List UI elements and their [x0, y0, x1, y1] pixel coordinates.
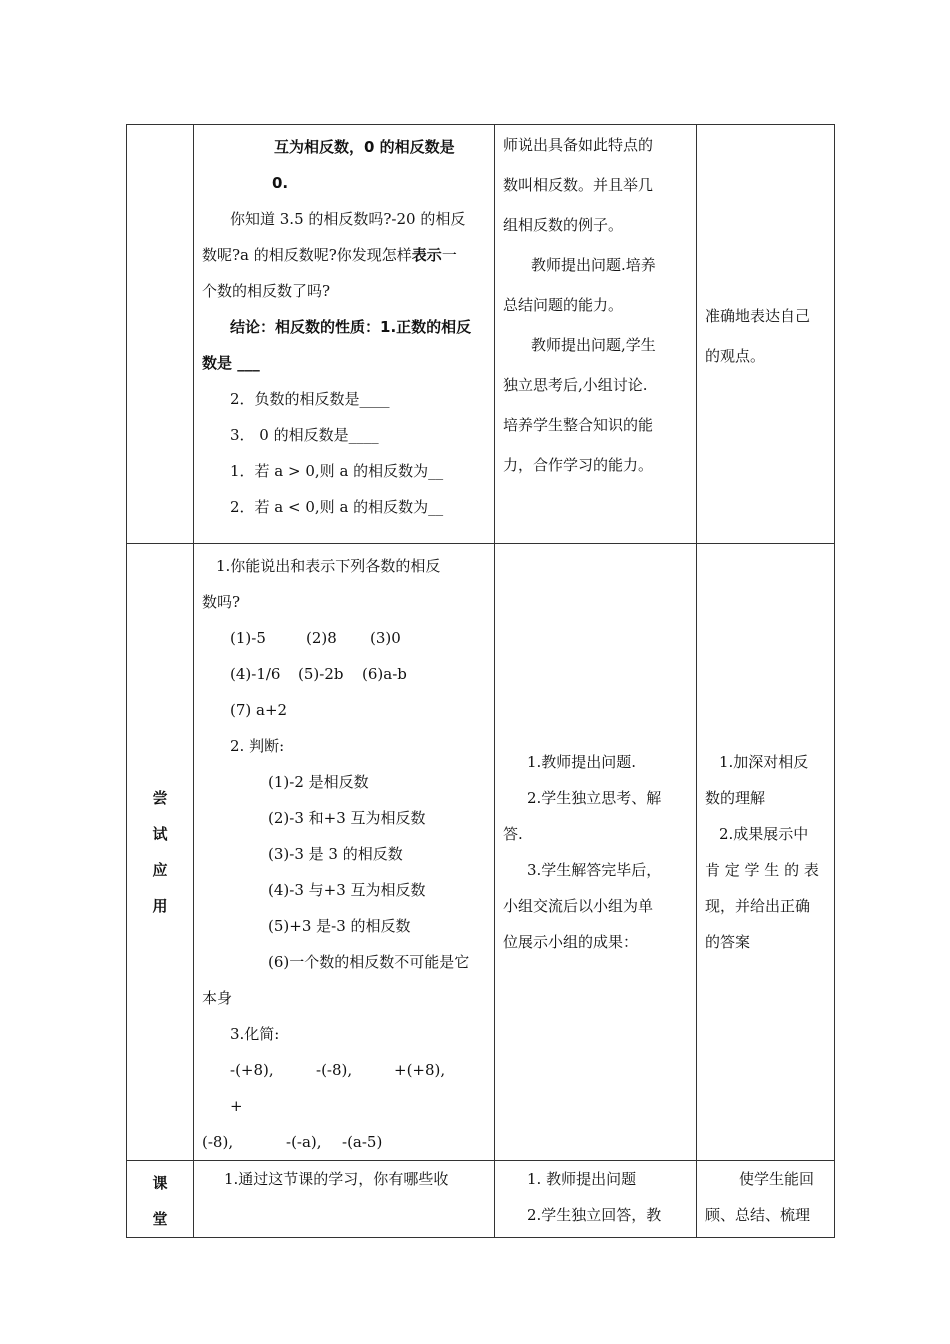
expr: -(a-5) [342, 1133, 383, 1151]
conclusion-line: 结论：相反数的性质：1.正数的相反 [230, 318, 472, 336]
stage-char: 课 [152, 1174, 168, 1192]
expr: -(-a), [286, 1133, 322, 1151]
content-line: 你知道 3.5 的相反数吗?-20 的相反 [230, 210, 466, 228]
option: (3)0 [370, 629, 401, 647]
option: (2)8 [306, 629, 337, 647]
goal-line: 2.成果展示中 [719, 825, 809, 843]
content-line: 1．若 a > 0,则 a 的相反数为__ [230, 462, 444, 480]
teacher-line: 组相反数的例子。 [503, 216, 624, 234]
stage-char: 尝 [152, 789, 168, 807]
goal-line: 现，并给出正确 [705, 897, 811, 915]
teacher-line: 力，合作学习的能力。 [503, 456, 654, 474]
content-line: 0. [272, 174, 289, 192]
text-span: 一 [441, 246, 457, 264]
teacher-activity-cell [495, 1161, 697, 1238]
stage-cell [127, 1161, 194, 1238]
goal-line: 的答案 [705, 933, 751, 951]
goal-line: 数的理解 [705, 789, 766, 807]
goal-line: 准确地表达自己 [705, 307, 811, 325]
teacher-line: 教师提出问题,学生 [531, 336, 656, 354]
options-line: (7) a+2 [230, 701, 288, 719]
goal-line: 的观点。 [705, 347, 766, 365]
content-cell [194, 544, 495, 1161]
teacher-activity-cell [495, 125, 697, 544]
teacher-line: 1.教师提出问题. [527, 753, 637, 771]
content-line: 3． 0 的相反数是____ [230, 426, 379, 444]
goal-cell [697, 125, 835, 544]
content-line: 2．若 a < 0,则 a 的相反数为__ [230, 498, 444, 516]
expr: + [230, 1097, 243, 1115]
option: (1)-5 [230, 629, 266, 647]
conclusion-line: 数是 ___ [202, 354, 260, 372]
content-line: 2．负数的相反数是____ [230, 390, 390, 408]
teacher-line: 师说出具备如此特点的 [503, 136, 654, 154]
stage-cell [127, 125, 194, 544]
option: (6)a-b [362, 665, 407, 683]
teacher-line: 2.学生独立回答，教 [527, 1206, 662, 1224]
options-line [202, 656, 487, 692]
text-span: 数呢?a 的相反数呢?你发现怎样 [202, 246, 412, 264]
teacher-activity-cell [495, 544, 697, 1161]
stage-char: 用 [152, 897, 168, 915]
teacher-line: 1. 教师提出问题 [527, 1170, 637, 1188]
simplify-line [202, 1124, 487, 1160]
expr: -(+8), [230, 1061, 274, 1079]
expr: +(+8), [394, 1061, 446, 1079]
table-row [127, 1161, 835, 1238]
text-span-bold: 表示 [411, 246, 442, 264]
lesson-plan-table [126, 124, 835, 1238]
content-line [202, 237, 487, 273]
teacher-line: 数叫相反数。并且举几 [503, 176, 654, 194]
table-row [127, 125, 835, 544]
table-row [127, 544, 835, 1161]
stage-char: 试 [152, 825, 168, 843]
judge-line: (4)-3 与+3 互为相反数 [268, 881, 426, 899]
judge-line: (3)-3 是 3 的相反数 [268, 845, 403, 863]
content-cell [194, 125, 495, 544]
goal-line: 使学生能回 [739, 1170, 815, 1188]
content-cell [194, 1161, 495, 1238]
options-line [202, 620, 487, 656]
goal-cell [697, 1161, 835, 1238]
stage-cell [127, 544, 194, 1161]
simplify-line [202, 1052, 487, 1124]
teacher-line: 教师提出问题.培养 [531, 256, 656, 274]
content-line: 个数的相反数了吗? [202, 282, 331, 300]
goal-line: 顾、总结、梳理 [705, 1206, 811, 1224]
option: (5)-2b [298, 665, 344, 683]
judge-line: 本身 [202, 989, 233, 1007]
teacher-line: 3.学生解答完毕后， [527, 861, 662, 879]
stage-char: 应 [152, 861, 168, 879]
stage-char: 堂 [152, 1210, 168, 1228]
teacher-line: 总结问题的能力。 [503, 296, 624, 314]
goal-line: 肯 定 学 生 的 表 [705, 861, 819, 879]
content-line: 2. 判断: [230, 737, 285, 755]
option: (4)-1/6 [230, 665, 281, 683]
teacher-line: 培养学生整合知识的能 [503, 416, 654, 434]
judge-line: (2)-3 和+3 互为相反数 [268, 809, 426, 827]
content-line: 3.化简: [230, 1025, 280, 1043]
content-line: 互为相反数，0 的相反数是 [274, 138, 455, 156]
goal-cell [697, 544, 835, 1161]
judge-line: (6)一个数的相反数不可能是它 [268, 953, 470, 971]
expr: (-8), [202, 1133, 234, 1151]
teacher-line: 位展示小组的成果： [503, 933, 639, 951]
content-line: 数吗? [202, 593, 241, 611]
judge-line: (1)-2 是相反数 [268, 773, 369, 791]
goal-line: 1.加深对相反 [719, 753, 809, 771]
teacher-line: 2.学生独立思考、解 [527, 789, 662, 807]
teacher-line: 答. [503, 825, 523, 843]
judge-line: (5)+3 是-3 的相反数 [268, 917, 411, 935]
expr: -(-8), [316, 1061, 353, 1079]
content-line: 1.你能说出和表示下列各数的相反 [216, 557, 441, 575]
teacher-line: 小组交流后以小组为单 [503, 897, 654, 915]
teacher-line: 独立思考后,小组讨论. [503, 376, 648, 394]
content-line: 1.通过这节课的学习，你有哪些收 [224, 1170, 449, 1188]
